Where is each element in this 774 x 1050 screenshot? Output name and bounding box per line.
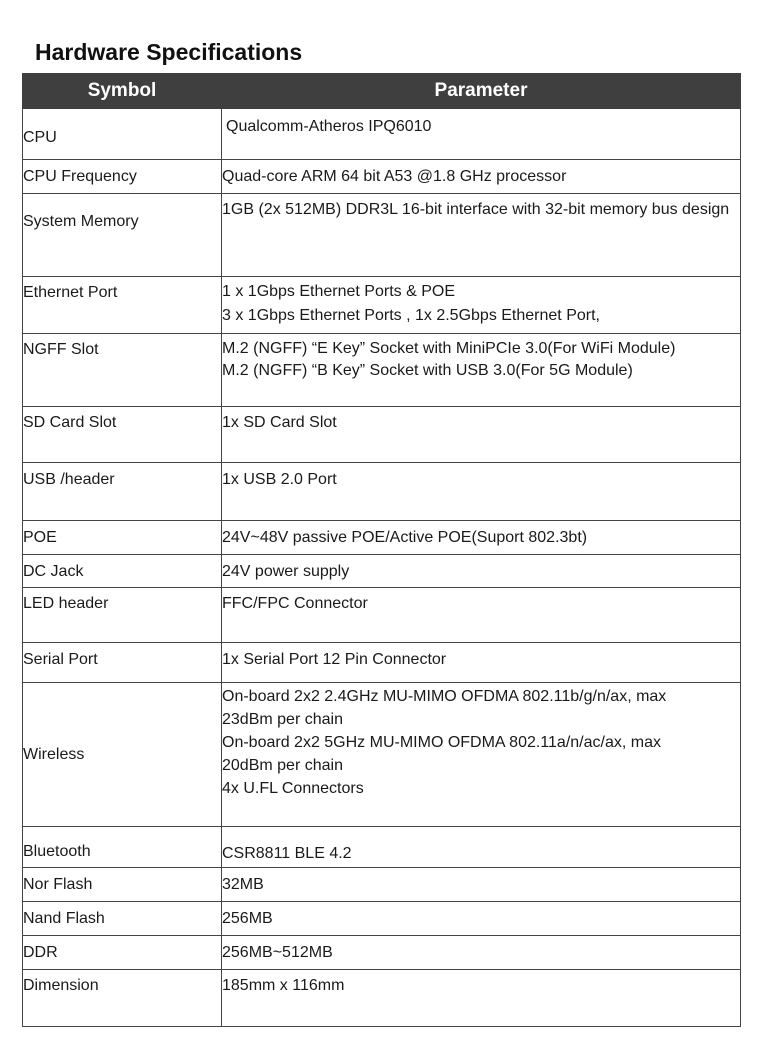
symbol-cell: [23, 407, 222, 463]
parameter-cell: [222, 334, 741, 407]
symbol-label: NGFF Slot: [23, 341, 99, 358]
parameter-text: 24V power supply: [222, 563, 350, 580]
parameter-text: Quad-core ARM 64 bit A53 @1.8 GHz processor: [222, 168, 567, 185]
symbol-label: Wireless: [23, 746, 85, 763]
table-header-row: [23, 74, 741, 109]
parameter-cell: [222, 643, 741, 683]
symbol-cell: [23, 277, 222, 334]
symbol-cell: [23, 160, 222, 194]
symbol-label: Ethernet Port: [23, 284, 118, 301]
parameter-text: 1x SD Card Slot: [222, 414, 337, 431]
table-row: [23, 683, 741, 827]
parameter-cell: [222, 827, 741, 868]
parameter-cell: [222, 194, 741, 277]
parameter-text: M.2 (NGFF) “B Key” Socket with USB 3.0(For 5G Module): [222, 362, 633, 379]
parameter-cell: [222, 407, 741, 463]
table-row: [23, 643, 741, 683]
table-row: [23, 407, 741, 463]
symbol-cell: [23, 109, 222, 160]
parameter-text: On-board 2x2 2.4GHz MU-MIMO OFDMA 802.11b/g/n/ax, max 23dBm per chain: [222, 688, 667, 728]
parameter-text: 185mm x 116mm: [222, 977, 345, 994]
symbol-cell: [23, 936, 222, 970]
table-row: [23, 555, 741, 588]
parameter-column-header: Parameter: [222, 74, 741, 109]
symbol-cell: [23, 334, 222, 407]
table-row: [23, 827, 741, 868]
parameter-cell: [222, 521, 741, 555]
symbol-label: Dimension: [23, 977, 99, 994]
parameter-cell: [222, 555, 741, 588]
parameter-text: 1x Serial Port 12 Pin Connector: [222, 651, 447, 668]
parameter-cell: [222, 160, 741, 194]
symbol-label: Nand Flash: [23, 910, 105, 927]
symbol-label: Bluetooth: [23, 843, 91, 860]
table-row: [23, 334, 741, 407]
symbol-label: Serial Port: [23, 651, 98, 668]
symbol-label: SD Card Slot: [23, 414, 117, 431]
symbol-label: POE: [23, 529, 57, 546]
parameter-cell: [222, 970, 741, 1027]
hardware-spec-table: [22, 73, 741, 1027]
parameter-cell: [222, 936, 741, 970]
table-row: [23, 868, 741, 902]
symbol-cell: [23, 643, 222, 683]
parameter-text: Qualcomm-Atheros IPQ6010: [226, 118, 432, 135]
table-row: [23, 277, 741, 334]
parameter-text: M.2 (NGFF) “E Key” Socket with MiniPCIe 3.0(For WiFi Module): [222, 340, 676, 357]
symbol-cell: [23, 555, 222, 588]
parameter-cell: [222, 902, 741, 936]
symbol-label: CPU: [23, 129, 57, 146]
parameter-text: 32MB: [222, 876, 264, 893]
table-row: [23, 902, 741, 936]
table-row: [23, 463, 741, 521]
parameter-text: 3 x 1Gbps Ethernet Ports , 1x 2.5Gbps Ethernet Port,: [222, 307, 600, 324]
parameter-text: CSR8811 BLE 4.2: [222, 845, 352, 862]
table-row: [23, 588, 741, 643]
parameter-text: On-board 2x2 5GHz MU-MIMO OFDMA 802.11a/n/ac/ax, max 20dBm per chain: [222, 734, 661, 774]
symbol-label: System Memory: [23, 213, 139, 230]
symbol-label: USB /header: [23, 471, 115, 488]
parameter-cell: [222, 588, 741, 643]
symbol-cell: [23, 521, 222, 555]
parameter-text: 256MB~512MB: [222, 944, 333, 961]
symbol-cell: [23, 970, 222, 1027]
parameter-cell: [222, 109, 741, 160]
parameter-cell: [222, 277, 741, 334]
parameter-text: FFC/FPC Connector: [222, 595, 368, 612]
symbol-label: DC Jack: [23, 563, 84, 580]
parameter-cell: [222, 463, 741, 521]
parameter-cell: [222, 683, 741, 827]
parameter-text: 1 x 1Gbps Ethernet Ports & POE: [222, 283, 455, 300]
table-row: [23, 521, 741, 555]
table-row: [23, 936, 741, 970]
parameter-text: 1GB (2x 512MB) DDR3L 16-bit interface with 32-bit memory bus design: [222, 201, 730, 218]
symbol-cell: [23, 588, 222, 643]
parameter-text: 24V~48V passive POE/Active POE(Suport 802.3bt): [222, 529, 588, 546]
table-row: [23, 160, 741, 194]
table-row: [23, 109, 741, 160]
parameter-text: 1x USB 2.0 Port: [222, 471, 337, 488]
symbol-cell: [23, 194, 222, 277]
symbol-label: Nor Flash: [23, 876, 93, 893]
symbol-cell: [23, 463, 222, 521]
symbol-label: LED header: [23, 595, 109, 612]
table-row: [23, 970, 741, 1027]
symbol-cell: [23, 683, 222, 827]
parameter-text: 256MB: [222, 910, 273, 927]
table-row: [23, 194, 741, 277]
parameter-cell: [222, 868, 741, 902]
symbol-cell: [23, 868, 222, 902]
page-title: Hardware Specifications: [35, 39, 303, 65]
symbol-cell: [23, 827, 222, 868]
symbol-cell: [23, 902, 222, 936]
symbol-label: DDR: [23, 944, 58, 961]
symbol-column-header: Symbol: [23, 74, 222, 109]
symbol-label: CPU Frequency: [23, 168, 137, 185]
parameter-text: 4x U.FL Connectors: [222, 780, 364, 797]
